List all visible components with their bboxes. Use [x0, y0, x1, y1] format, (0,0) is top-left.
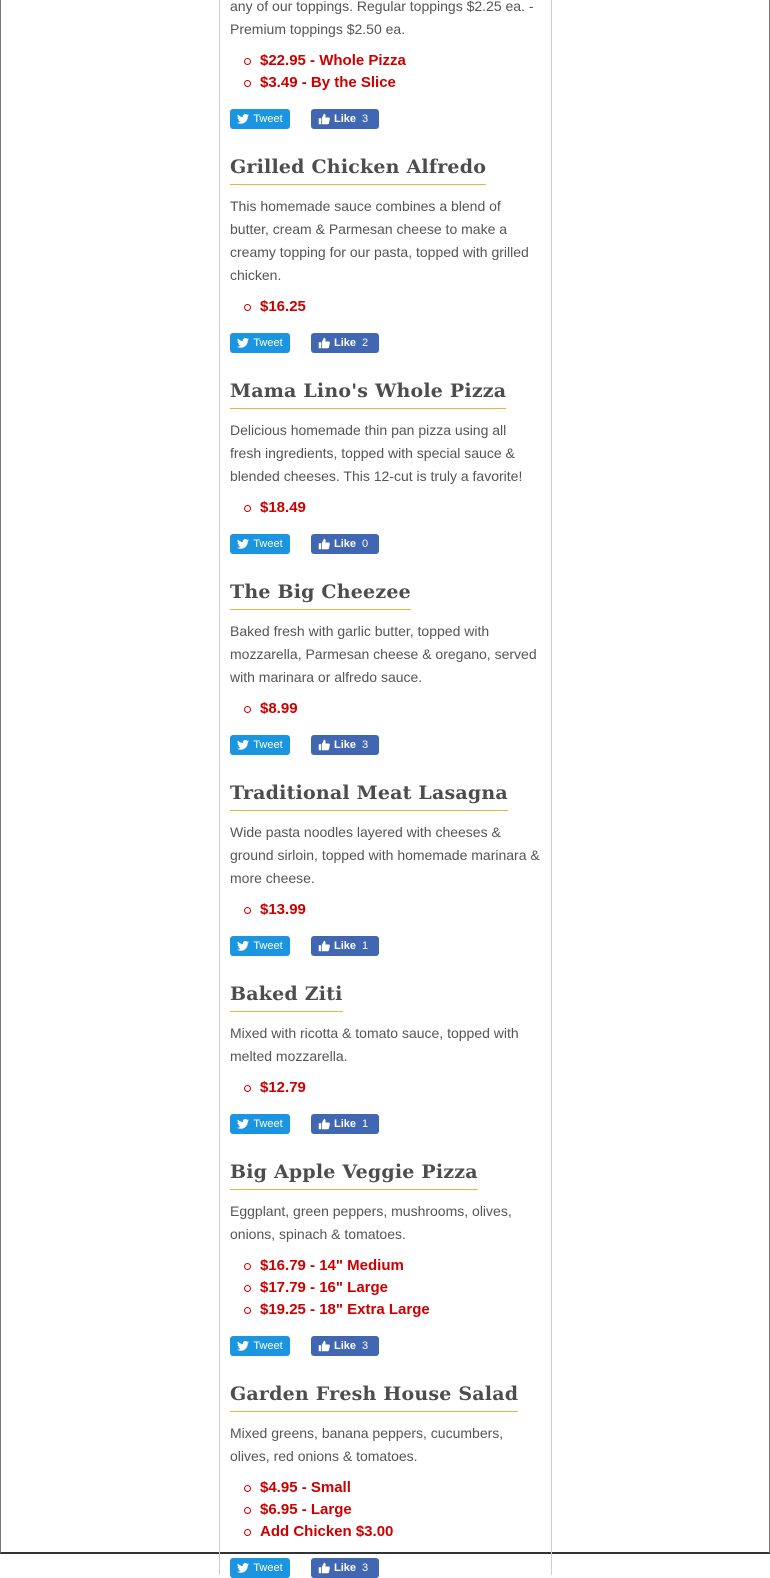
thumbs-up-icon — [318, 337, 330, 349]
twitter-bird-icon — [237, 1563, 249, 1573]
like-label: Like — [334, 940, 357, 952]
like-label: Like — [334, 739, 357, 751]
like-count: 3 — [362, 113, 369, 125]
menu-item — [230, 779, 541, 956]
like-count: 1 — [362, 1118, 369, 1130]
menu-item — [230, 1158, 541, 1356]
tweet-button[interactable] — [230, 735, 290, 755]
twitter-bird-icon — [237, 114, 249, 124]
like-label: Like — [334, 538, 357, 550]
like-count: 3 — [362, 1562, 369, 1574]
tweet-button[interactable] — [230, 333, 290, 353]
tweet-label: Tweet — [253, 1562, 283, 1574]
facebook-like-button[interactable] — [311, 109, 379, 129]
facebook-like-button[interactable] — [311, 1114, 379, 1134]
item-description: Delicious homemade thin pan pizza using all fresh ingredients, topped with special sauce & blended cheeses. This 12-cut is truly a favorite! — [230, 422, 523, 484]
price: $8.99 — [260, 698, 541, 720]
menu-item — [230, 980, 541, 1134]
thumbs-up-icon — [318, 113, 330, 125]
like-label: Like — [334, 1340, 357, 1352]
facebook-like-button[interactable] — [311, 333, 379, 353]
like-count: 3 — [362, 1340, 369, 1352]
like-count: 1 — [362, 940, 369, 952]
like-label: Like — [334, 337, 357, 349]
price-list — [230, 296, 541, 318]
item-title: Mama Lino's Whole Pizza — [230, 377, 506, 409]
tweet-label: Tweet — [253, 940, 283, 952]
tweet-label: Tweet — [253, 739, 283, 751]
item-title: The Big Cheezee — [230, 578, 411, 610]
like-label: Like — [334, 113, 357, 125]
twitter-bird-icon — [237, 338, 249, 348]
twitter-bird-icon — [237, 1119, 249, 1129]
like-label: Like — [334, 1562, 357, 1574]
tweet-label: Tweet — [253, 337, 283, 349]
menu-item — [230, 377, 541, 554]
social-buttons — [230, 735, 541, 755]
item-description: Mixed with ricotta & tomato sauce, topped with melted mozzarella. — [230, 1025, 519, 1064]
item-description: This homemade sauce combines a blend of butter, cream & Parmesan cheese to make a creamy topping for our pasta, topped with grilled chicken. — [230, 198, 529, 283]
item-description: Baked fresh with garlic butter, topped with mozzarella, Parmesan cheese & oregano, served with marinara or alfredo sauce. — [230, 623, 537, 685]
social-buttons — [230, 109, 541, 129]
price: Add Chicken $3.00 — [260, 1521, 541, 1543]
price: $22.95 - Whole Pizza — [260, 50, 541, 72]
tweet-label: Tweet — [253, 538, 283, 550]
facebook-like-button[interactable] — [311, 735, 379, 755]
price-list — [230, 50, 541, 94]
thumbs-up-icon — [318, 1118, 330, 1130]
twitter-bird-icon — [237, 539, 249, 549]
price: $17.79 - 16" Large — [260, 1277, 541, 1299]
price-list — [230, 1077, 541, 1099]
like-count: 0 — [362, 538, 369, 550]
tweet-button[interactable] — [230, 534, 290, 554]
tweet-button[interactable] — [230, 936, 290, 956]
tweet-label: Tweet — [253, 113, 283, 125]
menu-item — [230, 153, 541, 353]
price: $4.95 - Small — [260, 1477, 541, 1499]
price-list — [230, 1255, 541, 1321]
menu-column — [219, 0, 552, 1575]
tweet-button[interactable] — [230, 1558, 290, 1578]
thumbs-up-icon — [318, 739, 330, 751]
price: $16.79 - 14" Medium — [260, 1255, 541, 1277]
price-list — [230, 698, 541, 720]
twitter-bird-icon — [237, 1341, 249, 1351]
tweet-label: Tweet — [253, 1118, 283, 1130]
social-buttons — [230, 1114, 541, 1134]
facebook-like-button[interactable] — [311, 534, 379, 554]
facebook-like-button[interactable] — [311, 936, 379, 956]
price: $12.79 — [260, 1077, 541, 1099]
price: $6.95 - Large — [260, 1499, 541, 1521]
price: $16.25 — [260, 296, 541, 318]
item-title: Baked Ziti — [230, 980, 343, 1012]
facebook-like-button[interactable] — [311, 1558, 379, 1578]
like-label: Like — [334, 1118, 357, 1130]
menu-item-intro — [230, 0, 541, 129]
item-description: Wide pasta noodles layered with cheeses & ground sirloin, topped with homemade marinara & more cheese. — [230, 824, 540, 886]
thumbs-up-icon — [318, 940, 330, 952]
price: $13.99 — [260, 899, 541, 921]
item-description: Eggplant, green peppers, mushrooms, olives, onions, spinach & tomatoes. — [230, 1203, 512, 1242]
item-description: any of our toppings. Regular toppings $2.25 ea. - Premium toppings $2.50 ea. — [230, 0, 534, 37]
price: $19.25 - 18" Extra Large — [260, 1299, 541, 1321]
thumbs-up-icon — [318, 1340, 330, 1352]
facebook-like-button[interactable] — [311, 1336, 379, 1356]
item-description: Mixed greens, banana peppers, cucumbers, olives, red onions & tomatoes. — [230, 1425, 504, 1464]
price-list — [230, 497, 541, 519]
social-buttons — [230, 1336, 541, 1356]
social-buttons — [230, 534, 541, 554]
price: $3.49 - By the Slice — [260, 72, 541, 94]
item-title: Big Apple Veggie Pizza — [230, 1158, 478, 1190]
item-title: Grilled Chicken Alfredo — [230, 153, 486, 185]
tweet-button[interactable] — [230, 109, 290, 129]
menu-item — [230, 578, 541, 755]
price-list — [230, 899, 541, 921]
price: $18.49 — [260, 497, 541, 519]
menu-item — [230, 1380, 541, 1578]
thumbs-up-icon — [318, 538, 330, 550]
twitter-bird-icon — [237, 941, 249, 951]
item-title: Garden Fresh House Salad — [230, 1380, 518, 1412]
social-buttons — [230, 936, 541, 956]
social-buttons — [230, 1558, 541, 1578]
tweet-button[interactable] — [230, 1114, 290, 1134]
thumbs-up-icon — [318, 1562, 330, 1574]
social-buttons — [230, 333, 541, 353]
like-count: 2 — [362, 337, 369, 349]
tweet-label: Tweet — [253, 1340, 283, 1352]
tweet-button[interactable] — [230, 1336, 290, 1356]
like-count: 3 — [362, 739, 369, 751]
twitter-bird-icon — [237, 740, 249, 750]
price-list — [230, 1477, 541, 1543]
item-title: Traditional Meat Lasagna — [230, 779, 508, 811]
